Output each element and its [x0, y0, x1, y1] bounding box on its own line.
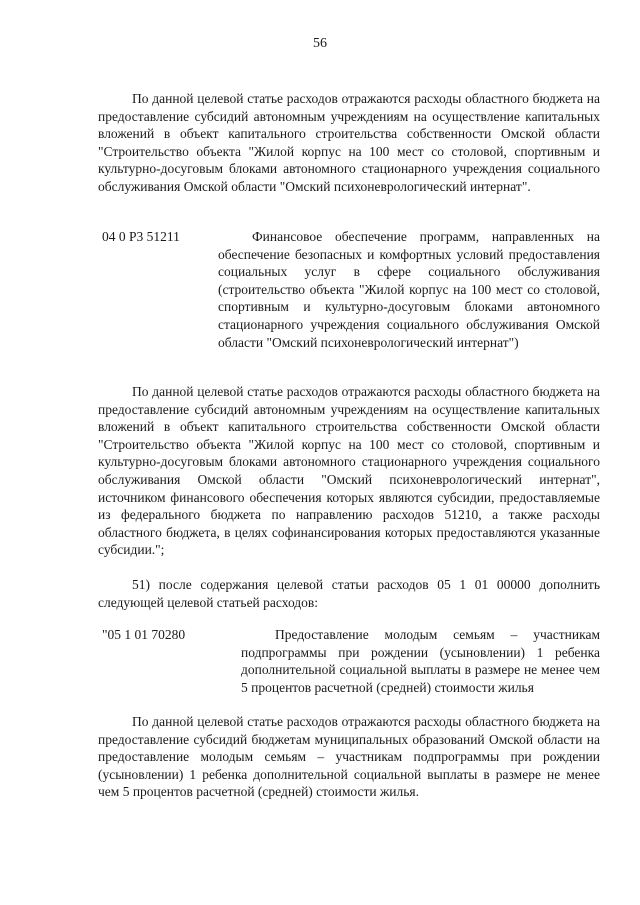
paragraph-3: По данной целевой статье расходов отражаются расходы областного бюджета на предоставление субсидий бюджетам муниципальных образований Омской области на предоставление молодым семьям – участникам подпрограммы при рождении (усыновлении) 1 ребенка дополнительной социальной выплаты в размере не менее чем 5 процентов расчетной (средней) стоимости жилья.: [98, 714, 600, 800]
expense-description: Предоставление молодым семьям – участникам подпрограммы при рождении (усыновлении) 1 ребенка дополнительной социальной выплаты в размере не менее чем 5 процентов расчетной (средней) стоимости жилья: [241, 627, 600, 695]
expense-code: "05 1 01 70280: [102, 627, 186, 642]
paragraph-2: По данной целевой статье расходов отражаются расходы областного бюджета на предоставление субсидий автономным учреждениям на осуществление капитальных вложений в объект капитального строительства собственности Омской области "Строительство объекта "Жилой корпус на 100 мест со столовой, спортивным и культурно-досуговым блоками автономного стационарного учреждения социального обслуживания Омской области "Омский психоневрологический интернат", источником финансового обеспечения которых являются субсидии, предоставляемые из федерального бюджета по направлению расходов 51210, а также расходы областного бюджета, в целях софинансирования которых предоставляются указанные субсидии.";: [98, 384, 600, 558]
paragraph-1: По данной целевой статье расходов отражаются расходы областного бюджета на предоставление субсидий автономным учреждениям на осуществление капитальных вложений в объект капитального строительства собственности Омской области "Строительство объекта "Жилой корпус на 100 мест со столовой, спортивным и культурно-досуговым блоками автономного стационарного учреждения социального обслуживания Омской области "Омский психоневрологический интернат".: [98, 91, 600, 194]
paragraph-item-51: 51) после содержания целевой статьи расходов 05 1 01 00000 дополнить следующей целевой статьей расходов:: [98, 577, 600, 610]
expense-description: Финансовое обеспечение программ, направленных на обеспечение безопасных и комфортных условий предоставления социальных услуг в сфере социального обслуживания (строительство объекта "Жилой корпус на 100 мест со столовой, спортивным и культурно-досуговым блоками автономного стационарного учреждения социального обслуживания Омской области "Омский психоневрологический интернат"): [218, 229, 600, 350]
page-number: 56: [313, 36, 327, 51]
expense-code: 04 0 P3 51211: [102, 229, 180, 244]
